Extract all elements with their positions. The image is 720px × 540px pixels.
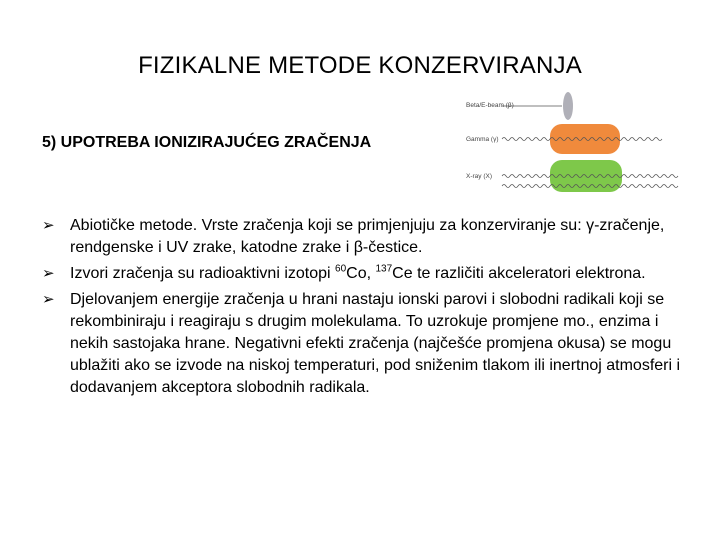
bullet-list: [42, 215, 692, 403]
bullet-item-1: [42, 215, 692, 259]
arrow-bullet-icon: ➢: [42, 291, 55, 308]
bullet-item-2: [42, 263, 692, 285]
beta-absorber-shape: [563, 92, 573, 120]
isotope-mass-ce: 137: [375, 263, 393, 275]
bullet-text-1: Abiotičke metode. Vrste zračenja koji se primjenjuju za konzerviranje su: γ-zračenje, rendgenske i UV zrake, katodne zrake i β-čestice.: [70, 217, 665, 256]
bullet-text-2-end: Ce te različiti akceleratori elektrona.: [392, 265, 646, 282]
gamma-absorber-shape: [550, 124, 620, 154]
bullet-text-2-start: Izvori zračenja su radioaktivni izotopi: [70, 265, 336, 282]
arrow-bullet-icon: ➢: [42, 265, 55, 282]
arrow-bullet-icon: ➢: [42, 217, 55, 234]
figure-label-gamma: Gamma (γ): [466, 136, 499, 143]
isotope-co: Co,: [346, 265, 376, 282]
bullet-text-3: Djelovanjem energije zračenja u hrani nastaju ionski parovi i slobodni radikali koji se rekombiniraju i reagiraju s drugim molekulama. To uzrokuje promjene mo., enzima i nekih sastojaka hrane. Negativni efekti zračenja (najčešće promjena okusa) se mogu ublažiti ako se izvode na niskoj temperaturi, pod sniženim tlakom ili inertnoj atmosferi i dodavanjem akceptora slobodnih radikala.: [70, 291, 681, 396]
isotope-mass-co: 60: [335, 263, 347, 275]
radiation-penetration-figure: [462, 92, 692, 192]
figure-label-beta: Beta/E-beam (β): [466, 102, 514, 109]
bullet-text-2: [70, 265, 646, 282]
bullet-item-3: [42, 289, 692, 399]
slide-title: FIZIKALNE METODE KONZERVIRANJA: [138, 52, 582, 79]
slide-subtitle: 5) UPOTREBA IONIZIRAJUĆEG ZRAČENJA: [42, 134, 372, 151]
figure-label-xray: X-ray (X): [466, 173, 492, 180]
